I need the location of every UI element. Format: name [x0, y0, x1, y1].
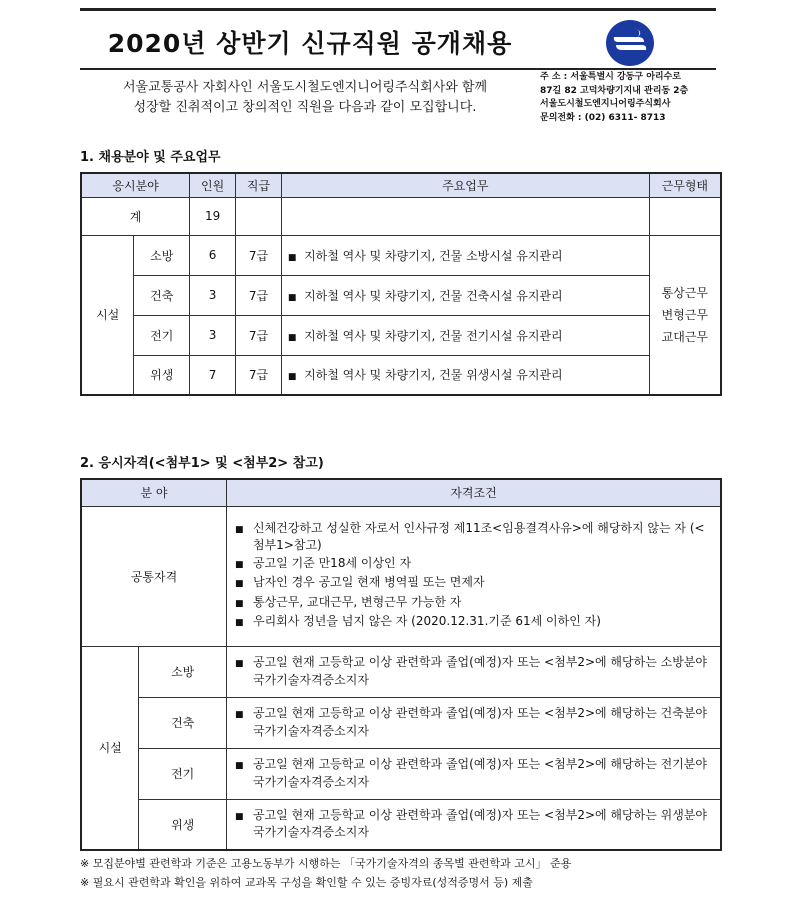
total-count: 19 [190, 197, 236, 235]
intro-line-1: 서울교통공사 자회사인 서울도시철도엔지니어링주식회사와 함께 [122, 80, 488, 95]
table-row [81, 748, 721, 799]
header-work-type: 근무형태 [649, 173, 721, 197]
list-item: ■ 남자인 경우 공고일 현재 병역필 또는 면제자 [235, 574, 712, 594]
bullet-icon: ■ [235, 761, 244, 771]
table-row [81, 315, 721, 355]
common-conditions [227, 506, 722, 646]
qualification-table [80, 478, 722, 851]
count-cell: 3 [190, 275, 236, 315]
total-label: 계 [81, 197, 190, 235]
table-row [81, 355, 721, 395]
header-grade: 직급 [236, 173, 282, 197]
company-logo-icon [604, 18, 656, 68]
common-label: 공통자격 [81, 506, 227, 646]
total-duty [281, 197, 649, 235]
table-row [81, 275, 721, 315]
bullet-icon: ■ [235, 579, 244, 589]
table-row [81, 235, 721, 275]
header-field: 응시분야 [81, 173, 190, 197]
condition-cell: ■ 공고일 현재 고등학교 이상 관련학과 졸업(예정)자 또는 <첨부2>에 해당하는 소방분야 국가기술자격증소지자 [227, 646, 722, 697]
bullet-icon: ■ [287, 372, 297, 383]
field-cell: 위생 [139, 799, 227, 850]
duty-cell: ■ 지하철 역사 및 차량기지, 건물 소방시설 유지관리 [281, 235, 649, 275]
list-item: ■ 통상근무, 교대근무, 변형근무 가능한 자 [235, 594, 712, 614]
duty-cell: ■ 지하철 역사 및 차량기지, 건물 전기시설 유지관리 [281, 315, 649, 355]
bullet-icon: ■ [235, 811, 244, 822]
table-header-row [81, 479, 721, 506]
field-cell: 소방 [134, 235, 190, 275]
list-item: ■ 공고일 기준 만18세 이상인 자 [235, 555, 712, 575]
bullet-icon: ■ [235, 524, 244, 535]
field-cell: 건축 [134, 275, 190, 315]
bullet-icon: ■ [235, 659, 244, 669]
bullet-icon: ■ [287, 292, 297, 303]
work-type-cell: 통상근무 변형근무 교대근무 [649, 235, 721, 395]
bullet-icon: ■ [235, 559, 244, 570]
bullet-icon: ■ [235, 618, 244, 628]
condition-cell: ■ 공고일 현재 고등학교 이상 관련학과 졸업(예정)자 또는 <첨부2>에 해당하는 전기분야 국가기술자격증소지자 [227, 748, 722, 799]
bullet-icon: ■ [287, 332, 297, 343]
grade-cell: 7급 [236, 355, 282, 395]
list-item: ■ 우리회사 정년을 넘지 않은 자 (2020.12.31.기준 61세 이하인 자) [235, 613, 712, 633]
grade-cell: 7급 [236, 275, 282, 315]
contact-info [540, 71, 718, 125]
header-duty: 주요업무 [281, 173, 649, 197]
count-cell: 6 [190, 235, 236, 275]
condition-cell: ■ 공고일 현재 고등학교 이상 관련학과 졸업(예정)자 또는 <첨부2>에 해당하는 위생분야 국가기술자격증소지자 [227, 799, 722, 850]
section2-title: 2. 응시자격(<첨부1> 및 <첨부2> 참고) [80, 456, 324, 471]
list-item: ■ 신체건강하고 성실한 자로서 인사규정 제11조<임용결격사유>에 해당하지 않는 자 (<첨부1>참고) [235, 520, 712, 555]
table-row [81, 799, 721, 850]
contact-company: 서울도시철도엔지니어링주식회사 [540, 99, 671, 109]
table-row [81, 697, 721, 748]
bullet-icon: ■ [235, 710, 244, 720]
table-row [81, 646, 721, 697]
grade-cell: 7급 [236, 235, 282, 275]
page-title: 2020년 상반기 신규직원 공개채용 [107, 29, 513, 58]
field-cell: 건축 [139, 697, 227, 748]
footnote-2: ※ 필요시 관련학과 확인을 위하여 교과목 구성을 확인할 수 있는 증빙자료(성적증명서 등) 제출 [80, 876, 533, 889]
field-cell: 전기 [139, 748, 227, 799]
recruitment-table [80, 172, 722, 396]
header-count: 인원 [190, 173, 236, 197]
footnote-1: ※ 모집분야별 관련학과 기준은 고용노동부가 시행하는 「국가기술자격의 종목별 관련학과 고시」 준용 [80, 857, 572, 870]
field-cell: 소방 [139, 646, 227, 697]
header-condition: 자격조건 [227, 479, 722, 506]
grade-cell: 7급 [236, 315, 282, 355]
duty-cell: ■ 지하철 역사 및 차량기지, 건물 위생시설 유지관리 [281, 355, 649, 395]
total-work-type [649, 197, 721, 235]
count-cell: 7 [190, 355, 236, 395]
contact-address-1: 주 소 : 서울특별시 강동구 아리수로 [540, 72, 681, 82]
header-rule [80, 68, 716, 70]
duty-cell: ■ 지하철 역사 및 차량기지, 건물 건축시설 유지관리 [281, 275, 649, 315]
count-cell: 3 [190, 315, 236, 355]
total-grade [236, 197, 282, 235]
group-label: 시설 [81, 235, 134, 395]
top-rule [80, 8, 716, 11]
common-row [81, 506, 721, 646]
group-label: 시설 [81, 646, 139, 850]
table-header-row [81, 173, 721, 197]
field-cell: 위생 [134, 355, 190, 395]
bullet-icon: ■ [287, 252, 297, 263]
contact-address-2: 87길 82 고덕차량기지내 관리동 2층 [540, 85, 689, 96]
field-cell: 전기 [134, 315, 190, 355]
contact-phone: 문의전화 : (02) 6311- 8713 [540, 112, 666, 123]
intro-line-2: 성장할 진취적이고 창의적인 직원을 다음과 같이 모집합니다. [133, 100, 477, 115]
total-row [81, 197, 721, 235]
footnotes [80, 854, 571, 892]
intro-text [80, 78, 530, 118]
header-area: 분 야 [81, 479, 227, 506]
condition-cell: ■ 공고일 현재 고등학교 이상 관련학과 졸업(예정)자 또는 <첨부2>에 해당하는 건축분야 국가기술자격증소지자 [227, 697, 722, 748]
section1-title: 1. 채용분야 및 주요업무 [80, 150, 221, 165]
bullet-icon: ■ [235, 598, 244, 609]
